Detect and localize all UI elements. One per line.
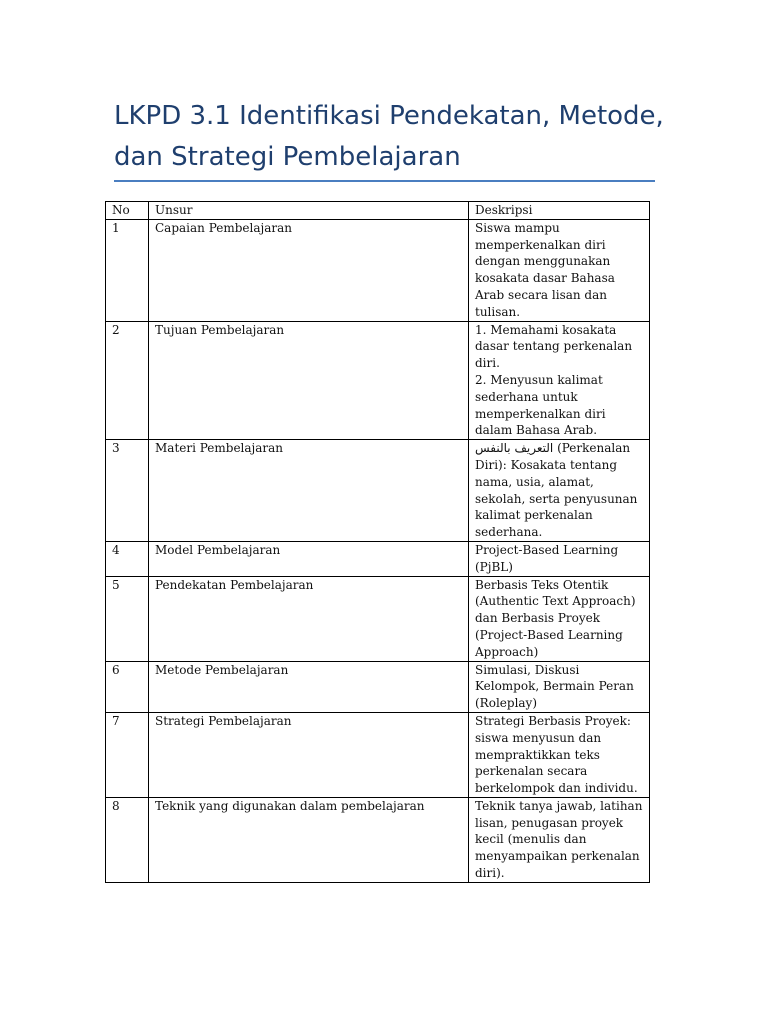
row-unsur: Model Pembelajaran <box>149 541 469 576</box>
lkpd-table <box>105 201 650 883</box>
table-row <box>106 576 650 661</box>
deskripsi-line: Teknik tanya jawab, latihan lisan, penugasan proyek kecil (menulis dan menyampaikan perkenalan diri). <box>475 798 643 881</box>
document-title: LKPD 3.1 Identifikasi Pendekatan, Metode, dan Strategi Pembelajaran <box>114 101 664 172</box>
row-unsur: Strategi Pembelajaran <box>149 712 469 797</box>
row-deskripsi <box>469 321 650 440</box>
table-row <box>106 797 650 882</box>
table-row <box>106 661 650 712</box>
row-deskripsi <box>469 661 650 712</box>
table-row <box>106 541 650 576</box>
row-deskripsi <box>469 712 650 797</box>
row-number: 5 <box>106 576 149 661</box>
row-deskripsi <box>469 576 650 661</box>
deskripsi-line: (Perkenalan Diri): Kosakata tentang nama, usia, alamat, sekolah, serta penyusunan kalimat perkenalan sederhana. <box>475 441 638 540</box>
row-number: 7 <box>106 712 149 797</box>
row-deskripsi <box>469 440 650 542</box>
row-unsur: Materi Pembelajaran <box>149 440 469 542</box>
table-row <box>106 321 650 440</box>
row-unsur: Teknik yang digunakan dalam pembelajaran <box>149 797 469 882</box>
table-header-row <box>106 202 650 220</box>
title-underline <box>114 180 655 182</box>
deskripsi-line: Strategi Berbasis Proyek: siswa menyusun dan mempraktikkan teks perkenalan secara berkelompok dan individu. <box>475 713 638 796</box>
table-row <box>106 440 650 542</box>
header-deskripsi: Deskripsi <box>469 202 650 220</box>
table-row <box>106 219 650 321</box>
row-deskripsi <box>469 797 650 882</box>
row-deskripsi <box>469 219 650 321</box>
row-number: 1 <box>106 219 149 321</box>
row-number: 6 <box>106 661 149 712</box>
header-unsur: Unsur <box>149 202 469 220</box>
deskripsi-line: Project-Based Learning (PjBL) <box>475 542 619 574</box>
deskripsi-line: 2. Menyusun kalimat sederhana untuk memperkenalkan diri dalam Bahasa Arab. <box>475 372 606 438</box>
header-no: No <box>106 202 149 220</box>
deskripsi-line: 1. Memahami kosakata dasar tentang perkenalan diri. <box>475 322 633 371</box>
deskripsi-line: Siswa mampu memperkenalkan diri dengan menggunakan kosakata dasar Bahasa Arab secara lisan dan tulisan. <box>475 220 615 319</box>
row-unsur: Metode Pembelajaran <box>149 661 469 712</box>
row-unsur: Tujuan Pembelajaran <box>149 321 469 440</box>
row-deskripsi <box>469 541 650 576</box>
row-unsur: Pendekatan Pembelajaran <box>149 576 469 661</box>
row-number: 4 <box>106 541 149 576</box>
table-row <box>106 712 650 797</box>
row-number: 2 <box>106 321 149 440</box>
row-unsur: Capaian Pembelajaran <box>149 219 469 321</box>
arabic-term: التعريف بالنفس <box>475 441 554 456</box>
row-number: 8 <box>106 797 149 882</box>
deskripsi-line: Simulasi, Diskusi Kelompok, Bermain Peran (Roleplay) <box>475 662 634 711</box>
row-number: 3 <box>106 440 149 542</box>
deskripsi-line: Berbasis Teks Otentik (Authentic Text Approach) dan Berbasis Proyek (Project-Based Learning Approach) <box>475 577 636 659</box>
